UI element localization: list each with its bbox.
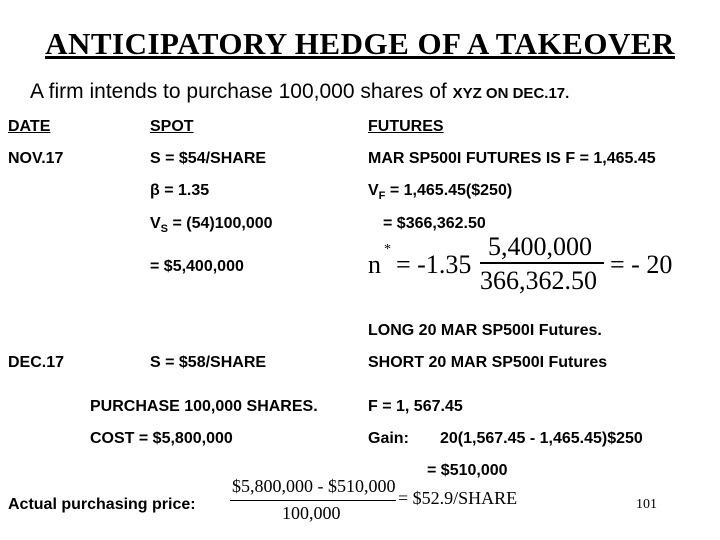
header-futures: FUTURES	[368, 118, 444, 135]
header-spot: SPOT	[150, 118, 194, 135]
slide-title: ANTICIPATORY HEDGE OF A TAKEOVER	[45, 26, 675, 61]
formula-fraction-bar	[480, 262, 604, 264]
actual-numerator: $5,800,000 - $510,000	[232, 476, 396, 496]
actual-price-label: Actual purchasing price:	[8, 496, 196, 513]
dec-action: SHORT 20 MAR SP500I Futures	[368, 354, 608, 371]
vf-rest: = 1,465.45($250)	[389, 182, 513, 199]
nov-vs-value: = $5,400,000	[150, 258, 244, 275]
actual-fraction-bar	[230, 500, 396, 501]
nov-vf-value: = $366,362.50	[383, 215, 486, 232]
dec-gain-value: = $510,000	[427, 462, 508, 479]
dec-gain-formula: 20(1,567.45 - 1,465.45)$250	[440, 430, 643, 447]
formula-denominator: 366,362.50	[480, 266, 597, 295]
formula-lhs: n	[368, 250, 381, 279]
slide-subtitle	[30, 80, 569, 104]
nov-vf	[368, 182, 512, 202]
dec-cost: COST = $5,800,000	[90, 430, 233, 447]
subtitle-tail: XYZ ON DEC.17.	[452, 85, 570, 102]
dec-gain-label: Gain:	[368, 430, 409, 447]
nov-date: NOV.17	[8, 150, 64, 167]
vf-prefix: V	[368, 182, 379, 199]
nov-beta: β = 1.35	[150, 182, 210, 199]
nov-vs	[150, 215, 273, 235]
dec-spot-price: S = $58/SHARE	[150, 354, 267, 371]
hedge-ratio-formula	[366, 232, 686, 296]
dec-futures-price: F = 1, 567.45	[368, 398, 463, 415]
page-number: 101	[636, 497, 657, 512]
actual-price-formula	[228, 474, 528, 526]
nov-futures-price: MAR SP500I FUTURES IS F = 1,465.45	[368, 150, 656, 167]
vs-subscript: S	[160, 223, 169, 236]
dec-date: DEC.17	[8, 354, 65, 371]
vs-rest: = (54)100,000	[172, 215, 273, 232]
subtitle-main: A firm intends to purchase 100,000 shares of	[30, 80, 447, 103]
formula-result: = - 20	[610, 250, 673, 279]
header-date: DATE	[8, 118, 51, 135]
formula-coef: = -1.35	[396, 250, 472, 279]
nov-action: LONG 20 MAR SP500I Futures.	[368, 322, 602, 339]
formula-star: *	[384, 242, 391, 257]
dec-purchase: PURCHASE 100,000 SHARES.	[90, 398, 318, 415]
formula-numerator: 5,400,000	[488, 232, 592, 261]
nov-spot-price: S = $54/SHARE	[150, 150, 267, 167]
actual-denominator: 100,000	[282, 503, 341, 523]
actual-result: = $52.9/SHARE	[398, 488, 518, 508]
vs-prefix: V	[150, 215, 161, 232]
vf-subscript: F	[378, 190, 386, 203]
